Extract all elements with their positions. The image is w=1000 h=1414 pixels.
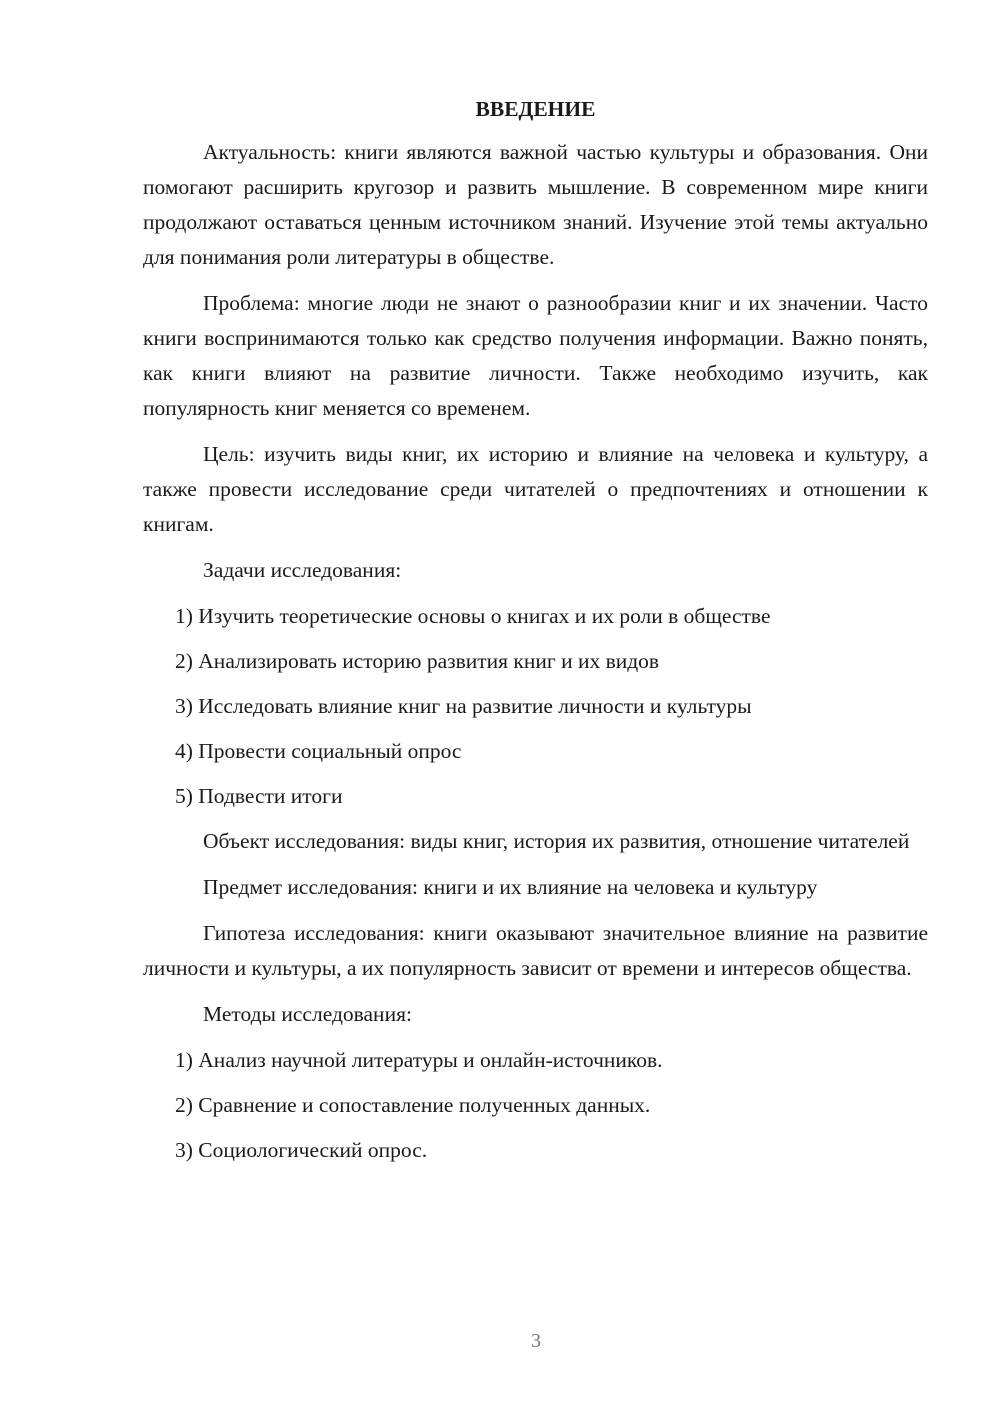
method-item: 2) Сравнение и сопоставление полученных данных. [175, 1093, 651, 1117]
task-item: 4) Провести социальный опрос [175, 739, 462, 763]
method-item: 1) Анализ научной литературы и онлайн-источников. [175, 1048, 663, 1072]
task-item: 3) Исследовать влияние книг на развитие личности и культуры [175, 694, 752, 718]
method-item: 3) Социологический опрос. [175, 1138, 428, 1162]
task-item: 1) Изучить теоретические основы о книгах и их роли в обществе [175, 604, 771, 628]
task-item: 5) Подвести итоги [175, 784, 343, 808]
relevance-paragraph: Актуальность: книги являются важной частью культуры и образования. Они помогают расширить кругозор и развить мышление. В современном мире книги продолжают оставаться ценным источником знаний. Изучение этой темы актуально для понимания роли литературы в обществе. [143, 140, 928, 269]
problem-paragraph: Проблема: многие люди не знают о разнообразии книг и их значении. Часто книги воспринимаются только как средство получения информации. Важно понять, как книги влияют на развитие личности. Также необходимо изучить, как популярность книг меняется со временем. [143, 291, 928, 420]
tasks-heading: Задачи исследования: [203, 558, 402, 582]
subject-paragraph: Предмет исследования: книги и их влияние на человека и культуру [203, 875, 818, 899]
methods-heading: Методы исследования: [203, 1002, 412, 1026]
object-paragraph: Объект исследования: виды книг, история их развития, отношение читателей [203, 829, 910, 853]
goal-paragraph: Цель: изучить виды книг, их историю и влияние на человека и культуру, а также провести исследование среди читателей о предпочтениях и отношении к книгам. [143, 442, 928, 536]
hypothesis-paragraph: Гипотеза исследования: книги оказывают значительное влияние на развитие личности и культуры, а их популярность зависит от времени и интересов общества. [143, 921, 928, 980]
section-title: ВВЕДЕНИЕ [475, 97, 596, 121]
task-item: 2) Анализировать историю развития книг и их видов [175, 649, 660, 673]
document-page [143, 92, 928, 1178]
page-number: 3 [531, 1330, 541, 1352]
